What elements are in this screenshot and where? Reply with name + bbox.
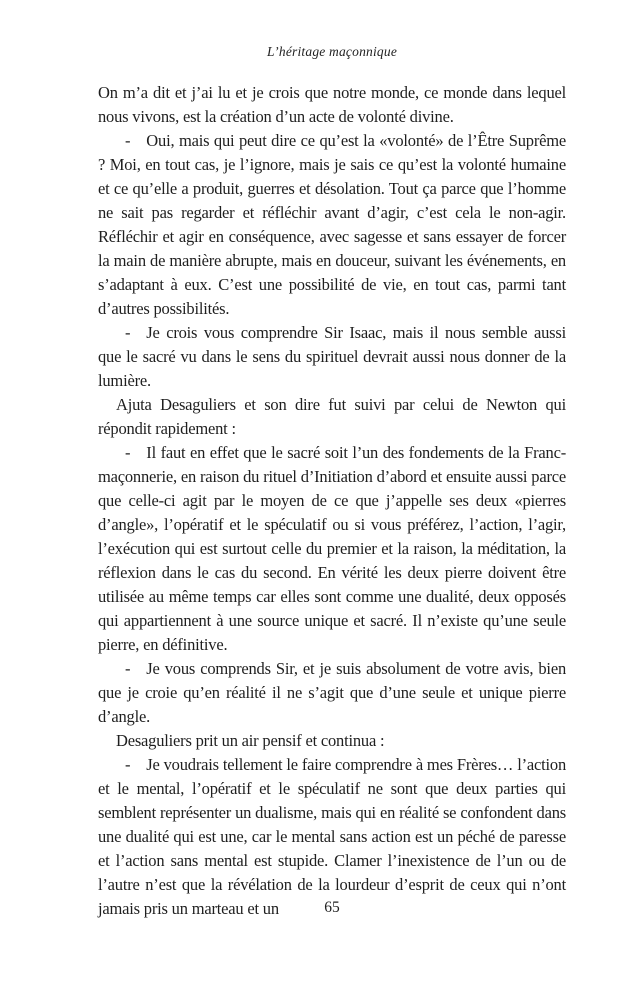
paragraph-dialogue <box>98 753 566 921</box>
paragraph-text: Oui, mais qui peut dire ce qu’est la «volonté» de l’Être Suprême ? Moi, en tout cas, je l’ignore, mais je sais ce qu’est la volonté humaine et ce qu’elle a produit, guerres et désolation. Tout ça parce que l’homme ne sait pas regarder et réfléchir avant d’agir, c’est cela le non-agir. Réfléchir et agir en conséquence, avec sagesse et sans essayer de forcer la main de manière abrupte, mais en douceur, suivant les événements, en s’adaptant à eux. C’est une possibilité de vie, en tout cas, parmi tant d’autres possibilités. <box>98 131 566 318</box>
dialogue-dash: - <box>125 443 131 462</box>
page-number: 65 <box>324 899 340 916</box>
paragraph: Desaguliers prit un air pensif et continua : <box>116 731 385 750</box>
dialogue-dash: - <box>125 755 131 774</box>
paragraph: Ajuta Desaguliers et son dire fut suivi par celui de Newton qui répondit rapidement : <box>98 395 566 438</box>
paragraph-text: Je crois vous comprendre Sir Isaac, mais il nous semble aussi que le sacré vu dans le sens du spirituel devrait aussi nous donner de la lumière. <box>98 323 566 390</box>
dialogue-dash: - <box>125 659 131 678</box>
running-header: L’héritage maçonnique <box>266 44 398 59</box>
dialogue-dash: - <box>125 323 131 342</box>
paragraph-text: Je voudrais tellement le faire comprendre à mes Frères… l’action et le mental, l’opératif et le spéculatif ne sont que deux parties qui semblent représenter un dualisme, mais qui en réalité se confondent dans une dualité qui est une, car le mental sans action est un péché de paresse et l’action sans mental est stupide. Clamer l’inexistence de l’un ou de l’autre n’est que la révélation de la lourdeur d’esprit de ceux qui n’ont jamais pris un marteau et un <box>98 755 566 918</box>
paragraph-text: Je vous comprends Sir, et je suis absolument de votre avis, bien que je croie qu’en réalité il ne s’agit que d’une seule et unique pierre d’angle. <box>98 659 566 726</box>
paragraph-dialogue <box>98 441 566 657</box>
dialogue-dash: - <box>125 131 131 150</box>
paragraph-dialogue <box>98 129 566 321</box>
paragraph: On m’a dit et j’ai lu et je crois que notre monde, ce monde dans lequel nous vivons, est la création d’un acte de volonté divine. <box>98 83 566 126</box>
paragraph-dialogue <box>98 657 566 729</box>
paragraph-dialogue <box>98 321 566 393</box>
body-text <box>98 81 566 921</box>
paragraph-text: Il faut en effet que le sacré soit l’un des fondements de la Franc-maçonnerie, en raison du rituel d’Initiation d’abord et ensuite aussi parce que celle-ci agit par le moyen de ce que j’appelle ses deux «pierres d’angle», l’opératif et le spéculatif ou si vous préférez, l’action, l’agir, l’exécution qui est surtout celle du premier et la raison, la méditation, la réflexion dans le cas du second. En vérité les deux pierre doivent être utilisée au même temps car elles sont comme une dualité, deux opposés qui appartiennent à une source unique et sacré. Il n’existe qu’une seule pierre, en définitive. <box>98 443 566 654</box>
